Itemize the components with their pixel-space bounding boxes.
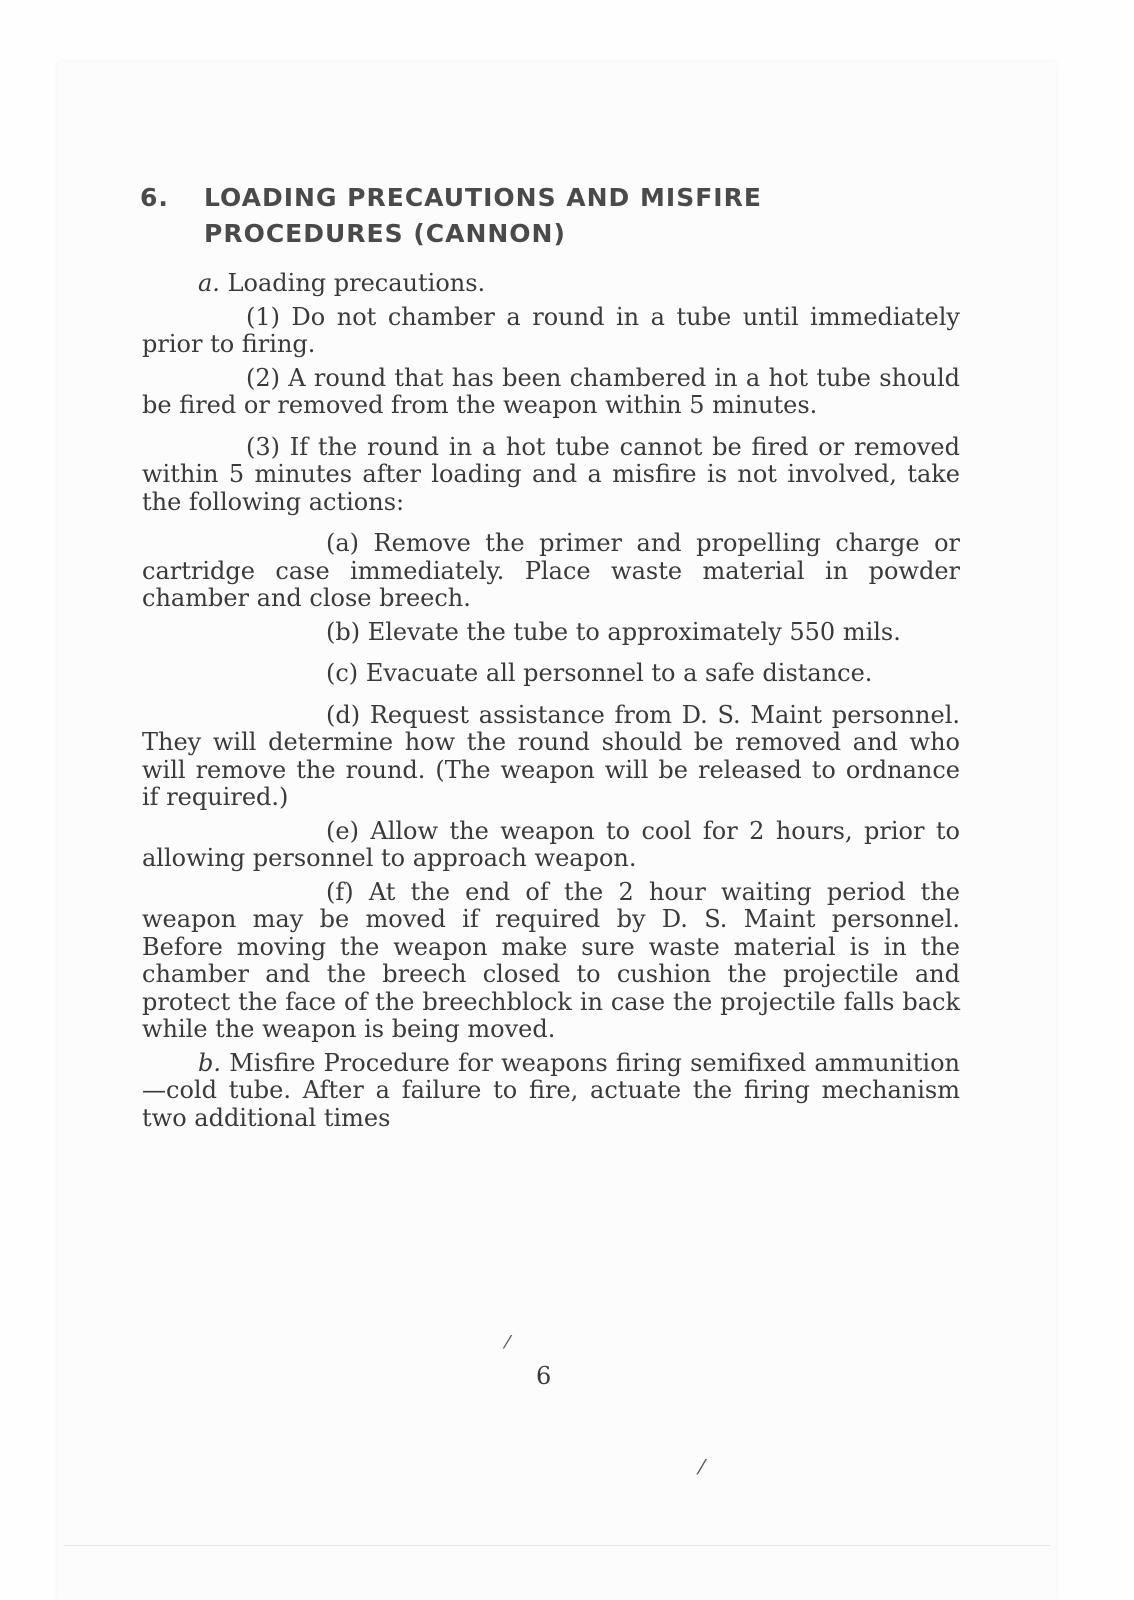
subitem-f <box>142 879 960 1044</box>
item-1-text: Do not chamber a round in a tube until immediately prior to firing. <box>142 302 960 358</box>
subitem-b-label: (b) <box>326 617 361 646</box>
subitem-e-text: Allow the weapon to cool for 2 hours, prior to allowing personnel to approach weapon. <box>142 816 960 872</box>
subitem-a-label: (a) <box>326 529 360 557</box>
subitem-d <box>142 702 960 812</box>
subitem-a-text: Remove the primer and propelling charge or cartridge case immediately. Place waste material in powder chamber and close breech. <box>142 529 960 612</box>
subsection-a-label: a. <box>198 269 220 297</box>
page-number: 6 <box>536 1362 552 1390</box>
subsection-b <box>142 1050 960 1133</box>
item-1 <box>142 304 960 359</box>
section-number: 6. <box>140 183 169 212</box>
subsection-a-text: Loading precautions. <box>227 269 486 297</box>
subitem-f-text: At the end of the 2 hour waiting period the weapon may be moved if required by D. S. Maint personnel. Before moving the weapon make sure waste material is in the chamber and the breech closed to cushion the projectile and protect the face of the breechblock in case the projectile falls back while the weapon is being moved. <box>142 877 960 1043</box>
subsection-b-label: b. <box>198 1048 221 1077</box>
pencil-tick-mark: ⁄ <box>506 1332 510 1353</box>
subitem-b <box>142 619 960 647</box>
item-2-label: (2) <box>246 363 280 392</box>
subitem-c-label: (c) <box>326 659 359 687</box>
subitem-c-text: Evacuate all personnel to a safe distance. <box>365 659 873 687</box>
subitem-d-text: Request assistance from D. S. Maint personnel. They will determine how the round should be removed and who will remove the round. (The weapon will be released to ordnance if required.) <box>142 700 960 811</box>
subitem-e-label: (e) <box>326 816 359 845</box>
subitem-f-label: (f) <box>326 877 354 906</box>
subsection-a-heading <box>142 270 960 298</box>
pencil-tick-mark: ⁄ <box>700 1455 704 1479</box>
subitem-e <box>142 818 960 873</box>
item-2-text: A round that has been chambered in a hot tube should be fired or removed from the weapon within 5 minutes. <box>142 363 960 419</box>
section-title-line2: PROCEDURES (CANNON) <box>204 219 566 248</box>
item-3-text: If the round in a hot tube cannot be fired or removed within 5 minutes after loading and a misfire is not involved, take the following actions: <box>142 432 960 516</box>
item-3-label: (3) <box>246 432 280 461</box>
page-fold-line <box>64 1545 1050 1546</box>
item-2 <box>142 365 960 420</box>
subitem-c <box>142 660 960 688</box>
subitem-a <box>142 530 960 613</box>
document-body <box>142 270 960 1132</box>
subsection-b-text: Misfire Procedure for weapons firing semifixed ammunition—cold tube. After a failure to fire, actuate the firing mechanism two additional times <box>142 1048 960 1132</box>
item-3 <box>142 434 960 517</box>
subitem-d-label: (d) <box>326 700 361 729</box>
section-heading <box>140 180 762 252</box>
item-1-label: (1) <box>246 302 280 331</box>
section-title-line1: LOADING PRECAUTIONS AND MISFIRE <box>204 183 762 212</box>
subitem-b-text: Elevate the tube to approximately 550 mils. <box>367 617 901 646</box>
